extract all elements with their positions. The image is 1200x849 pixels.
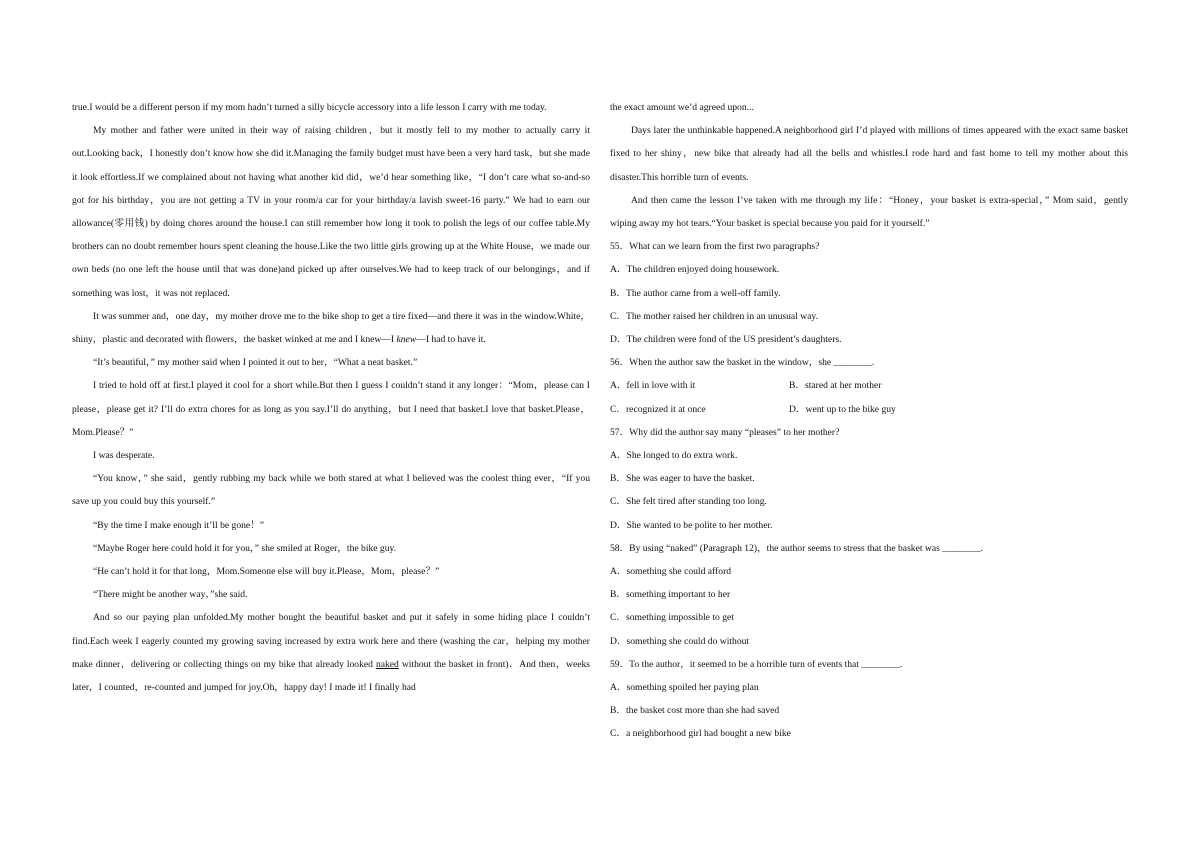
question-59-option-a: A．something spoiled her paying plan <box>610 682 759 694</box>
question-55-option-d: D．The children were fond of the US president’s daughters. <box>610 334 842 346</box>
question-58-option-d: D．something she could do without <box>610 635 750 647</box>
question-57-option-b: B．She was eager to have the basket. <box>610 473 755 485</box>
plan-text-b: without the basket in front)．And then，weeks later，I counted，re-counted and jumped for joy.Oh，happy day! I made it! I finally had <box>72 658 590 694</box>
question-58-option-b: B．something important to her <box>610 589 731 601</box>
question-59-option-c: C．a neighborhood girl had bought a new bike <box>610 728 791 740</box>
passage-left-column <box>72 96 590 699</box>
question-56-option-a: A．fell in love with it <box>610 380 696 392</box>
paragraph-raising-children: My mother and father were united in their way of raising children，but it mostly fell to my mother to actually carry it out.Looking back，I honestly don’t know how she did it.Managing the family budget must have been a very hard task，but she made it look effortless.If we complained about not having what another kid did，we’d hear something like，“I don’t care what so-and-so got for his birthday，you are not getting a TV in your room/a car for your birthday/a lavish sweet-16 party.” We had to earn our allowance(零用钱) by doing chores around the house.I can still remember how long it took to polish the legs of our coffee table.My brothers can no doubt remember hours spent cleaning the house.Like the two little girls growing up at the White House，we made our own beds (no one left the house until that was done)and picked up after ourselves.We had to keep track of our belongings，and if something was lost，it was not replaced. <box>72 125 590 299</box>
question-59: 59．To the author，it seemed to be a horrible turn of events that ________. <box>610 658 903 670</box>
paragraph-desperate: I was desperate. <box>93 450 155 462</box>
question-57-option-c: C．She felt tired after standing too long. <box>610 496 767 508</box>
question-57: 57．Why did the author say many “pleases” to her mother? <box>610 426 840 438</box>
paragraph-summer-basket <box>72 305 590 351</box>
question-55-option-c: C．The mother raised her children in an unusual way. <box>610 310 818 322</box>
paragraph-you-know: “You know，” she said，gently rubbing my back while we both stared at what I believed was the coolest thing ever，“If you save up you could buy this yourself.” <box>72 473 590 508</box>
question-56-options-row-2 <box>610 398 1128 421</box>
question-56-option-c: C．recognized it at once <box>610 403 706 415</box>
paragraph-days-later: Days later the unthinkable happened.A neighborhood girl I’d played with millions of times appeared with the exact same basket fixed to her shiny，new bike that already had all the bells and whistles.I rode hard and fast home to tell my mother about this disaster.This horrible turn of events. <box>610 125 1128 183</box>
passage-right-column <box>610 96 1128 746</box>
paragraph-hold-off: I tried to hold off at first.I played it cool for a short while.But then I guess I couldn’t stand it any longer：“Mom，please can I please，please get it? I’ll do extra chores for as long as you say.I’ll do anything，but I need that basket.I love that basket.Please，Mom.Please？” <box>72 380 590 438</box>
question-58-option-c: C．something impossible to get <box>610 612 734 624</box>
paragraph-its-beautiful: “It’s beautiful，” my mother said when I pointed it out to her，“What a neat basket.” <box>93 357 418 369</box>
question-56-options-row-1 <box>610 374 1128 397</box>
question-57-option-d: D．She wanted to be polite to her mother. <box>610 519 773 531</box>
summer-text-a: It was summer and，one day，my mother drove me to the bike shop to get a tire fixed—and there it was in the window.White，shiny，plastic and decorated with flowers，the basket winked at me and I knew—I <box>72 310 590 346</box>
question-56: 56．When the author saw the basket in the window，she ________. <box>610 357 875 369</box>
paragraph-paying-plan <box>72 606 590 699</box>
paragraph-intro-end: true.I would be a different person if my mom hadn’t turned a silly bicycle accessory into a life lesson I carry with me today. <box>72 102 547 113</box>
plan-underlined-naked: naked <box>375 658 399 670</box>
paragraph-cant-hold: “He can’t hold it for that long，Mom.Someone else will buy it.Please，Mom，please？” <box>93 566 440 578</box>
question-56-option-b: B．stared at her mother <box>789 380 882 392</box>
paragraph-another-way: “There might be another way，”she said. <box>93 589 248 601</box>
question-56-option-d: D．went up to the bike guy <box>789 403 896 415</box>
paragraph-by-the-time: “By the time I make enough it’ll be gone！” <box>93 519 265 531</box>
paragraph-exact-amount: the exact amount we’d agreed upon... <box>610 102 754 113</box>
question-55: 55．What can we learn from the first two paragraphs? <box>610 241 820 253</box>
summer-italic-knew: knew <box>396 334 417 346</box>
paragraph-roger: “Maybe Roger here could hold it for you，” she smiled at Roger，the bike guy. <box>93 542 397 554</box>
paragraph-lesson: And then came the lesson I’ve taken with me through my life：“Honey，your basket is extra-special，” Mom said，gently wiping away my hot tears.“Your basket is special because you paid for it yourself.” <box>610 194 1128 230</box>
question-55-option-b: B．The author came from a well-off family. <box>610 287 781 299</box>
question-58: 58．By using “naked” (Paragraph 12)，the author seems to stress that the basket was ________. <box>610 542 984 554</box>
question-58-option-a: A．something she could afford <box>610 566 732 578</box>
plan-text-a: And so our paying plan unfolded.My mother bought the beautiful basket and put it safely in some hiding place I couldn’t find.Each week I eagerly counted my growing saving increased by extra work here and there (washing the car，helping my mother make dinner，delivering or collecting things on my bike that already looked <box>72 612 590 670</box>
question-55-option-a: A．The children enjoyed doing housework. <box>610 264 780 276</box>
summer-text-b: —I had to have it. <box>416 334 486 346</box>
question-59-option-b: B．the basket cost more than she had saved <box>610 705 780 717</box>
question-57-option-a: A．She longed to do extra work. <box>610 450 738 462</box>
